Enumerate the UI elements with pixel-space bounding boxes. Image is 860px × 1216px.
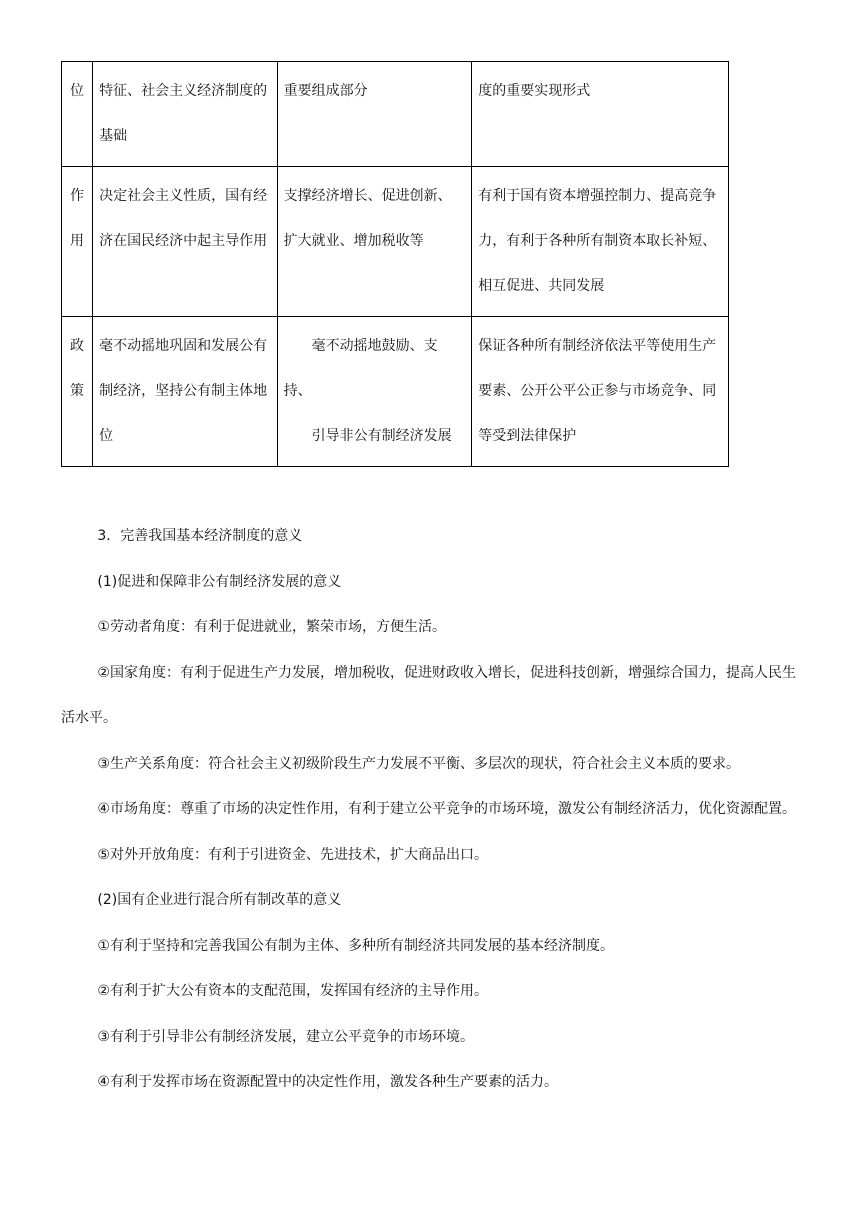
cell-paragraph: 引导非公有制经济发展 [311, 428, 452, 444]
table-row [62, 62, 729, 167]
table-cell [277, 317, 472, 467]
table-cell: 支撑经济增长、促进创新、扩大就业、增加税收等 [277, 167, 472, 317]
subsection-heading: (1)促进和保障非公有制经济发展的意义 [97, 573, 342, 590]
body-text [61, 514, 796, 1106]
cell-paragraph: 毫不动摇地鼓励、支持、 [283, 338, 438, 399]
list-item: ⑤对外开放角度：有利于引进资金、先进技术，扩大商品出口。 [97, 846, 488, 863]
row-header-role: 作用 [62, 167, 93, 317]
list-item: ②有利于扩大公有资本的支配范围，发挥国有经济的主导作用。 [97, 983, 488, 999]
list-item: ③有利于引导非公有制经济发展，建立公平竞争的市场环境。 [97, 1028, 474, 1045]
table-cell: 特征、社会主义经济制度的基础 [93, 62, 278, 167]
economic-system-table [61, 61, 729, 467]
table-cell: 重要组成部分 [277, 62, 472, 167]
table-cell: 保证各种所有制经济依法平等使用生产要素、公开公平公正参与市场竞争、同等受到法律保护 [472, 317, 729, 467]
table-cell: 度的重要实现形式 [472, 62, 729, 167]
list-item: ①劳动者角度：有利于促进就业，繁荣市场，方便生活。 [97, 619, 446, 635]
table-cell: 毫不动摇地巩固和发展公有制经济，坚持公有制主体地位 [93, 317, 278, 467]
row-header-position: 位 [62, 62, 93, 167]
list-item: ①有利于坚持和完善我国公有制为主体、多种所有制经济共同发展的基本经济制度。 [97, 937, 614, 954]
list-item: ④市场角度：尊重了市场的决定性作用，有利于建立公平竞争的市场环境，激发公有制经济活力，优化资源配置。 [97, 801, 796, 817]
list-item: ④有利于发挥市场在资源配置中的决定性作用，激发各种生产要素的活力。 [97, 1074, 558, 1090]
list-item: ③生产关系角度：符合社会主义初级阶段生产力发展不平衡、多层次的现状，符合社会主义本质的要求。 [97, 755, 740, 772]
table-row [62, 317, 729, 467]
subsection-heading: (2)国有企业进行混合所有制改革的意义 [97, 892, 342, 908]
table-row [62, 167, 729, 317]
table-cell: 有利于国有资本增强控制力、提高竞争力，有利于各种所有制资本取长补短、相互促进、共同发展 [472, 167, 729, 317]
row-header-policy: 政策 [62, 317, 93, 467]
list-item: ②国家角度：有利于促进生产力发展，增加税收，促进财政收入增长，促进科技创新，增强综合国力，提高人民生活水平。 [61, 664, 796, 726]
table-cell: 决定社会主义性质，国有经济在国民经济中起主导作用 [93, 167, 278, 317]
section-heading: 3．完善我国基本经济制度的意义 [97, 528, 303, 544]
